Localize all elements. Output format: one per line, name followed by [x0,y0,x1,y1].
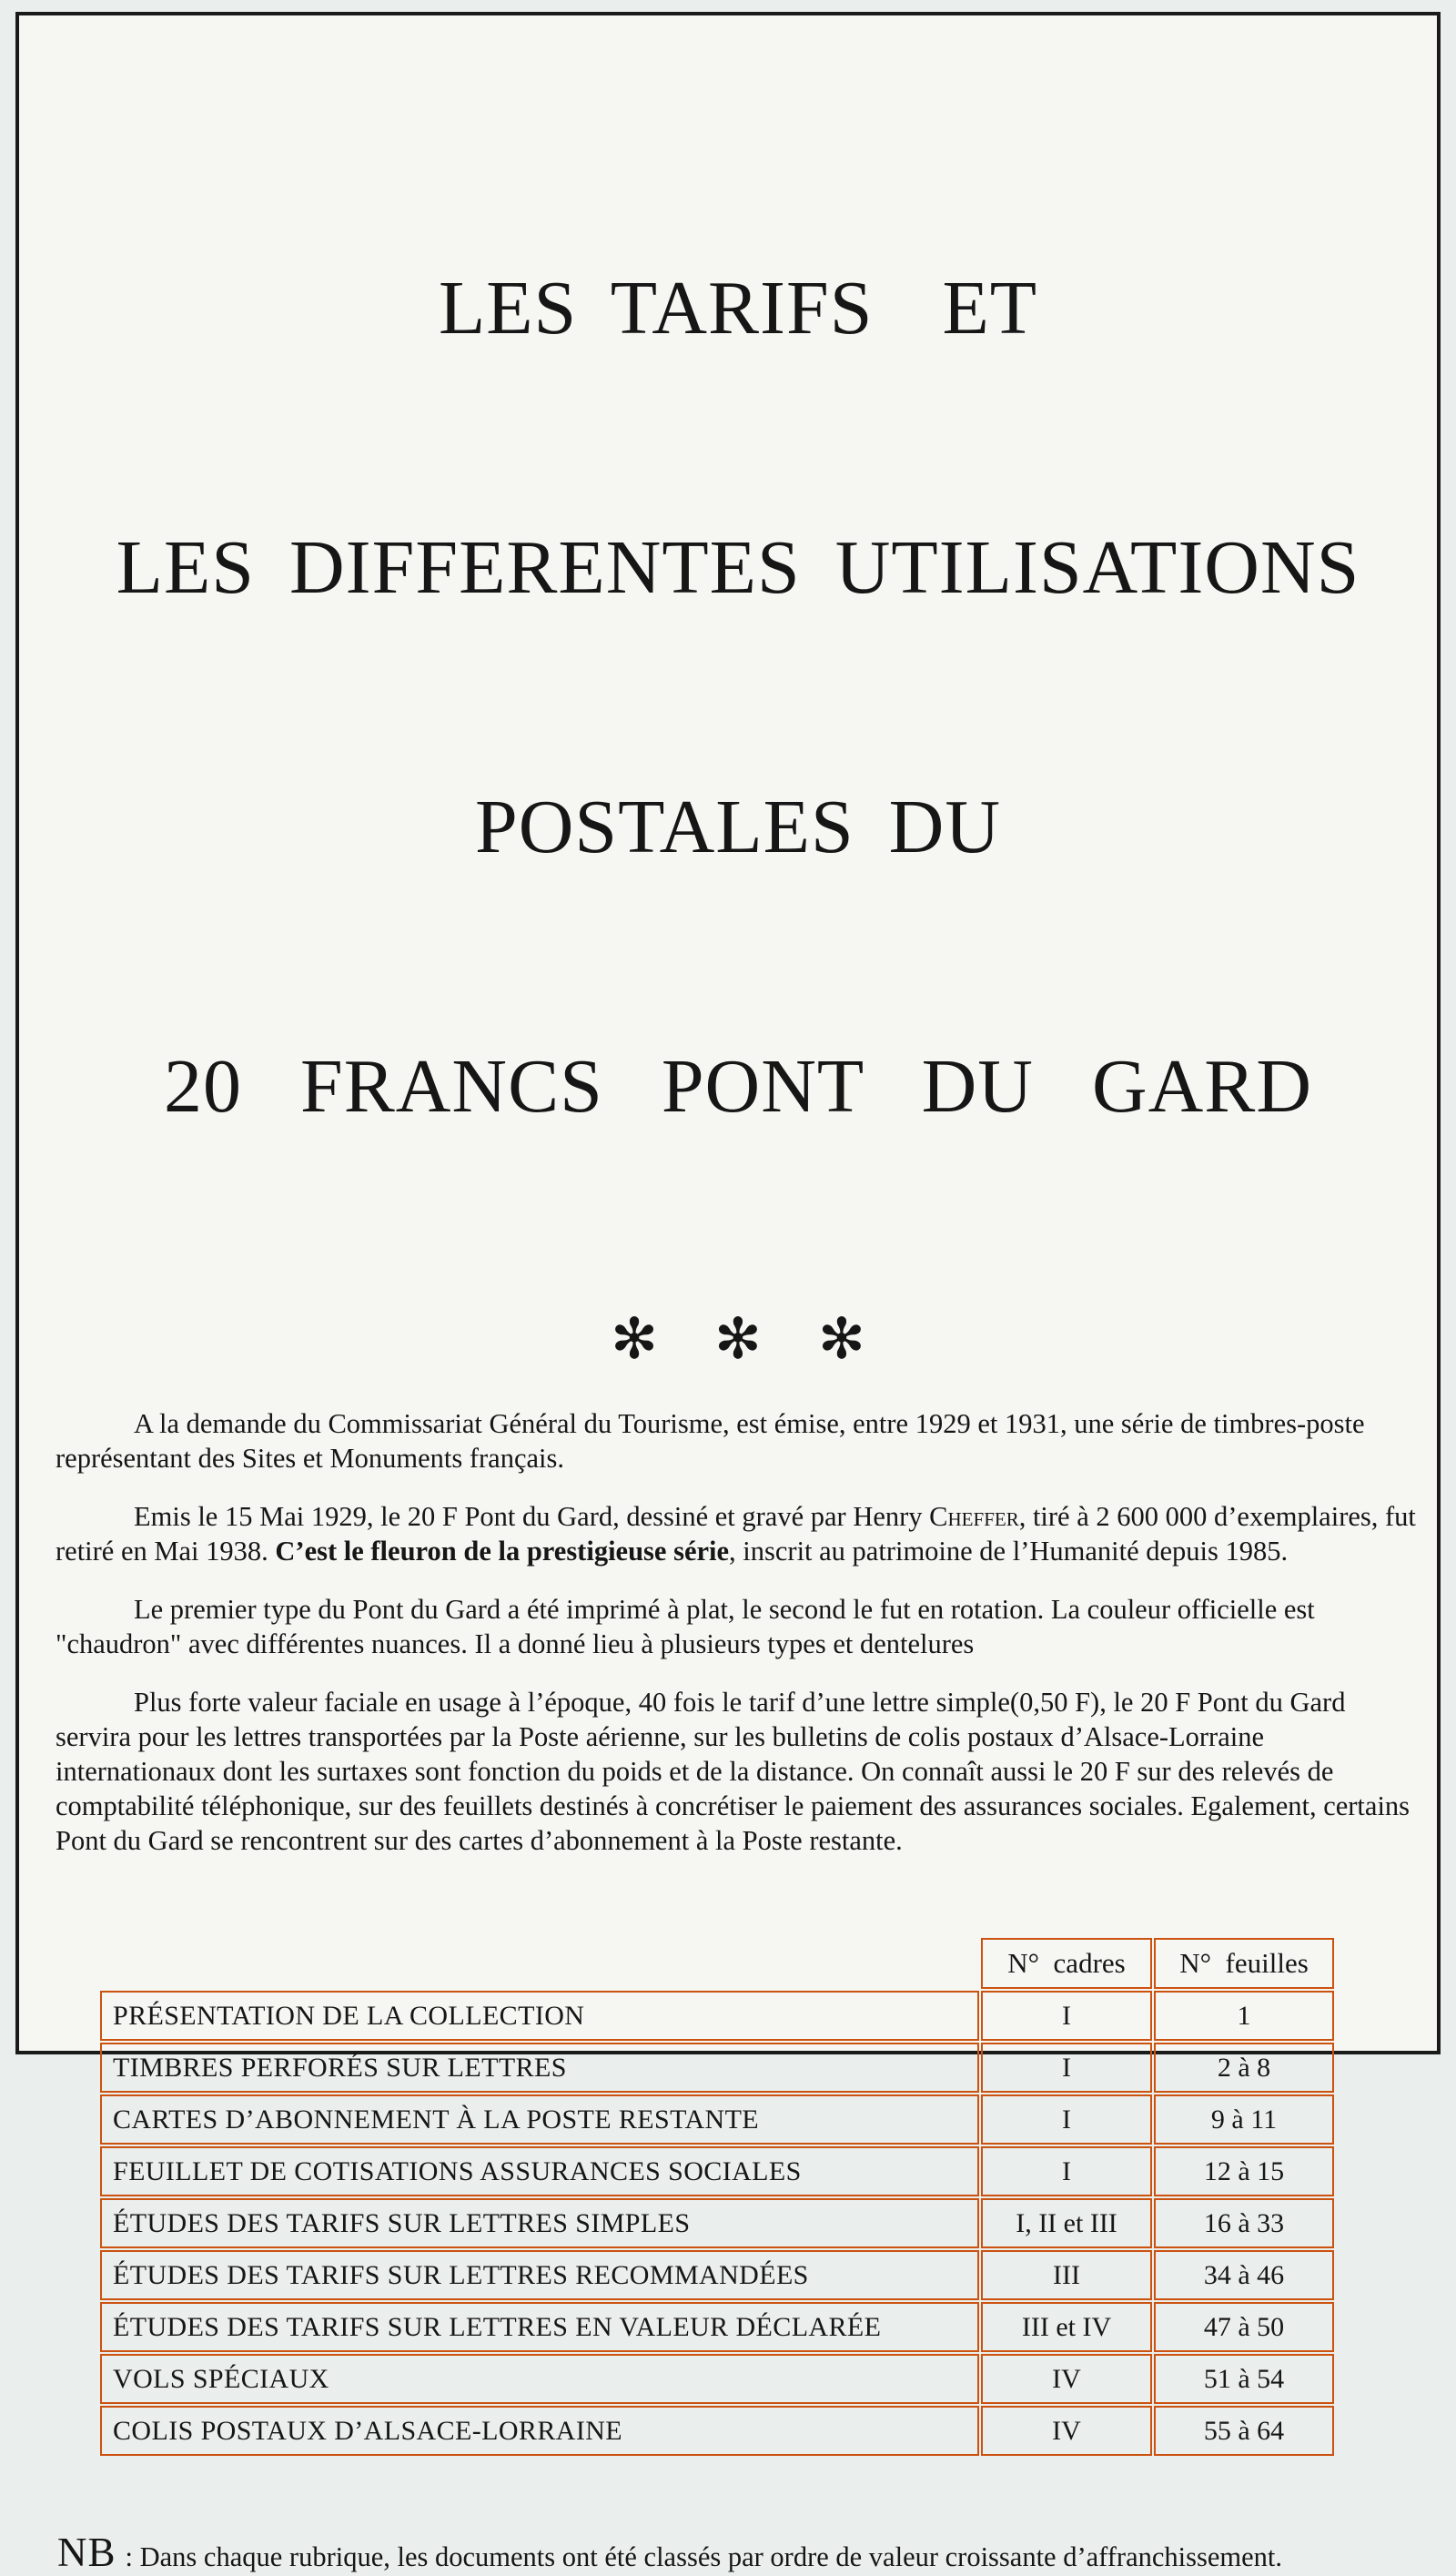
table-row-feuilles: 34 à 46 [1154,2250,1334,2300]
asterisk-icon: ✻ [611,1305,659,1372]
paragraph-1: A la demande du Commissariat Général du Tourisme, est émise, entre 1929 et 1931, une série de timbres-poste représentant des Sites et Monuments français. [56,1408,1365,1474]
paragraph-4: Plus forte valeur faciale en usage à l’époque, 40 fois le tarif d’une lettre simple(0,50 F), le 20 F Pont du Gard servira pour les lettres transportées par la Poste aérienne, sur les bulletins de colis postaux d’Alsace-Lorraine internationaux dont les surtaxes sont fonction du poids et de la distance. On connaît aussi le 20 F sur des relevés de comptabilité téléphonique, sur des feuillets destinés à concrétiser le paiement des assurances sociales. Egalement, certains Pont du Gard se rencontrent sur des cartes d’abonnement à la Poste restante. [56,1687,1410,1856]
table-row-feuilles: 47 à 50 [1154,2302,1334,2352]
table-row-cadres: I [981,2146,1152,2196]
table-row-cadres: III [981,2250,1152,2300]
table-row-feuilles: 55 à 64 [1154,2406,1334,2456]
table-row-label: CARTES D’ABONNEMENT À LA POSTE RESTANTE [100,2094,979,2145]
highlight-phrase: C’est le fleuron de la prestigieuse série [275,1536,730,1567]
table-header-cadres: N° cadres [981,1938,1152,1989]
table-row-label: COLIS POSTAUX D’ALSACE-LORRAINE [100,2406,979,2456]
paragraph-2-text: , inscrit au patrimoine de l’Humanité depuis 1985. [729,1536,1289,1567]
title-line-2: LES DIFFERENTES UTILISATIONS [116,525,1360,610]
page-frame [15,12,1441,2575]
paragraph-2 [56,1499,1424,1568]
nb-label: NB [57,2530,116,2575]
table-row-cadres: I [981,2094,1152,2145]
document-title [56,92,1421,1303]
paragraph-2-text: , tiré à 2 600 000 d’exemplaires, fut retiré en Mai 1938. [56,1501,1416,1567]
nb-text: : Dans chaque rubrique, les documents ont été classés par ordre de valeur croissante d’affranchissement. [125,2541,1283,2572]
table-row-feuilles: 9 à 11 [1154,2094,1334,2145]
table-row-label: TIMBRES PERFORÉS SUR LETTRES [100,2043,979,2093]
asterisk-icon: ✻ [714,1305,762,1372]
table-row-feuilles: 51 à 54 [1154,2354,1334,2404]
nb-note [57,2529,1421,2576]
paragraph-3: Le premier type du Pont du Gard a été imprimé à plat, le second le fut en rotation. La couleur officielle est "chaudron" avec différentes nuances. Il a donné lieu à plusieurs types et dentelures [56,1594,1315,1659]
engraver-name: Cheffer [929,1501,1019,1532]
asterisk-icon: ✻ [817,1305,865,1372]
title-divider [56,1305,1421,1372]
title-line-4: 20 FRANCS PONT DU GARD [164,1044,1312,1129]
table-row-feuilles: 1 [1154,1991,1334,2041]
table-row-label: ÉTUDES DES TARIFS SUR LETTRES EN VALEUR DÉCLARÉE [100,2302,979,2352]
table-row-feuilles: 16 à 33 [1154,2198,1334,2248]
table-row-cadres: IV [981,2406,1152,2456]
table-row-cadres: I, II et III [981,2198,1152,2248]
title-line-1: LES TARIFS ET [438,266,1038,350]
table-row-label: ÉTUDES DES TARIFS SUR LETTRES RECOMMANDÉES [100,2250,979,2300]
table-header-feuilles: N° feuilles [1154,1938,1334,1989]
table-row-cadres: I [981,2043,1152,2093]
table-row-label: ÉTUDES DES TARIFS SUR LETTRES SIMPLES [100,2198,979,2248]
contents-table [100,1938,1334,2456]
table-row-label: VOLS SPÉCIAUX [100,2354,979,2404]
title-line-3: POSTALES DU [474,785,1001,869]
table-row-cadres: IV [981,2354,1152,2404]
paragraph-2-text: Emis le 15 Mai 1929, le 20 F Pont du Gard, dessiné et gravé par Henry [134,1501,930,1532]
table-row-feuilles: 2 à 8 [1154,2043,1334,2093]
table-row-cadres: III et IV [981,2302,1152,2352]
table-row-cadres: I [981,1991,1152,2041]
table-row-label: FEUILLET DE COTISATIONS ASSURANCES SOCIALES [100,2146,979,2196]
body-text [56,1406,1424,1858]
page-content [19,15,1437,2576]
table-row-feuilles: 12 à 15 [1154,2146,1334,2196]
table-row-label: PRÉSENTATION DE LA COLLECTION [100,1991,979,2041]
table-header-spacer [100,1938,979,1988]
